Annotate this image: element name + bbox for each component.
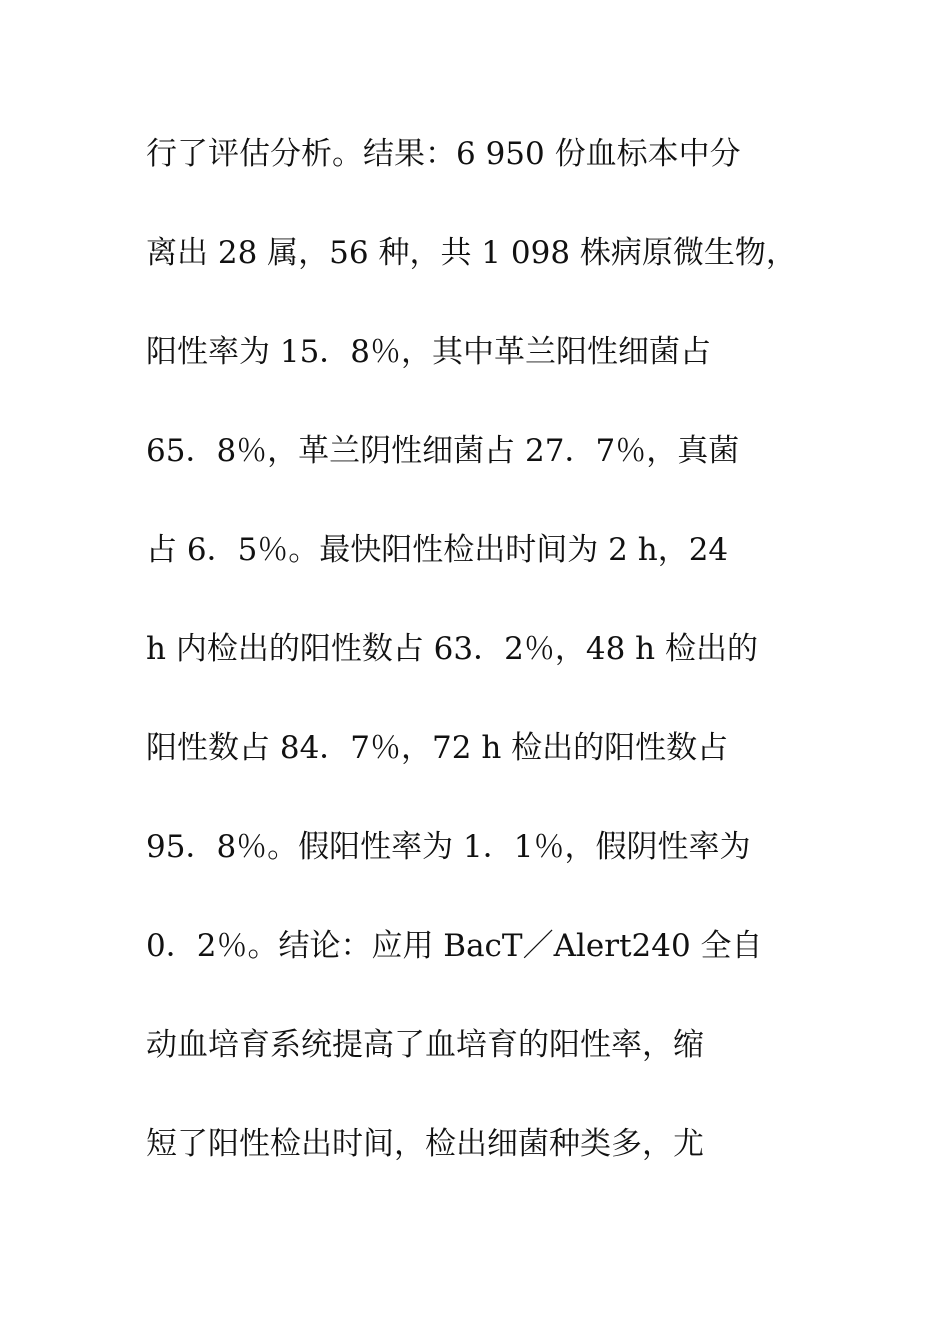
text-line: 95．8％。假阳性率为 1．1％，假阴性率为 (146, 829, 751, 865)
body-text (146, 124, 826, 1213)
text-line: 离出 28 属，56 种，共 1 098 株病原微生物， (146, 235, 797, 271)
text-line: 行了评估分析。结果：6 950 份血标本中分 (146, 136, 741, 172)
text-line: 0．2％。结论：应用 BacT／Alert240 全自 (146, 928, 763, 964)
text-line: 短了阳性检出时间，检出细菌种类多，尤 (146, 1126, 704, 1162)
text-line: 65．8％，革兰阴性细菌占 27．7％，真菌 (146, 433, 740, 469)
text-line: 动血培育系统提高了血培育的阳性率，缩 (146, 1027, 704, 1063)
text-line: 占 6．5％。最快阳性检出时间为 2 h，24 (146, 532, 729, 568)
text-line: h 内检出的阳性数占 63．2％，48 h 检出的 (146, 631, 758, 667)
text-line: 阳性率为 15．8％，其中革兰阳性细菌占 (146, 334, 712, 370)
text-line: 阳性数占 84．7％，72 h 检出的阳性数占 (146, 730, 729, 766)
